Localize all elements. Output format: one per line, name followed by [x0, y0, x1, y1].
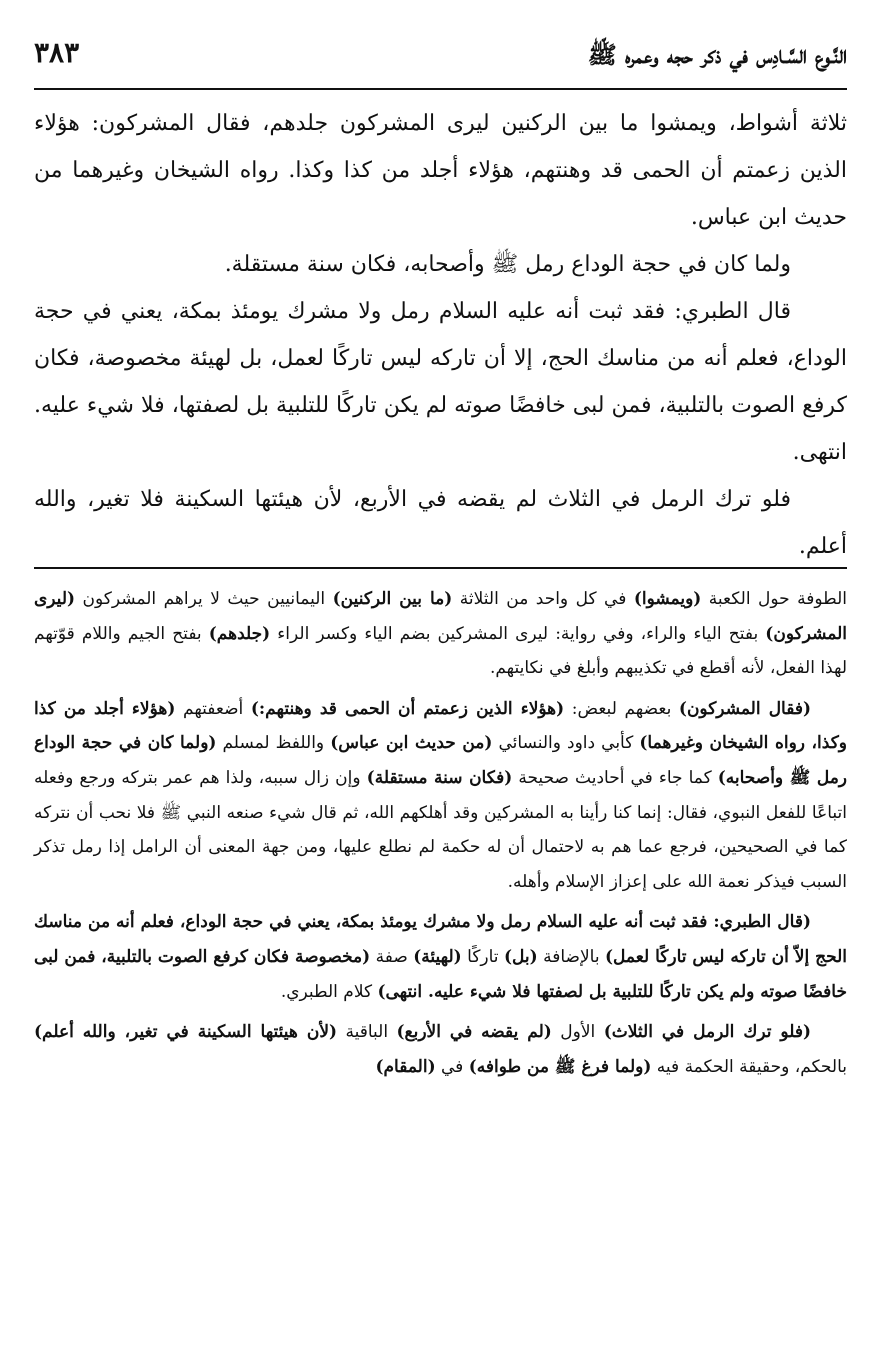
commentary-text: في كل واحد من الثلاثة — [452, 589, 634, 609]
running-title: النَّـوع السَّـادِس في ذكر حجه وعمره ﷺ — [587, 40, 847, 69]
commentary-text: الباقية — [337, 1022, 397, 1043]
quoted-phrase: (فلو ترك الرمل في الثلاث) — [603, 1022, 811, 1043]
commentary-text: في — [435, 1056, 469, 1077]
commentary-paragraph — [34, 905, 847, 1009]
quoted-phrase: (ما بين الركنين) — [332, 589, 453, 609]
main-paragraph: ثلاثة أشواط، ويمشوا ما بين الركنين ليرى المشركون جلدهم، فقال المشركون: هؤلاء الذين زعمتم أن الحمى قد وهنتهم، هؤلاء أجلد من كذا وكذا. رواه الشيخان وغيرهما من حديث ابن عباس. — [34, 111, 847, 230]
commentary-text: وإن زال سببه، ولذا هم عمر بتركه ورجع وفعله اتباعًا للفعل النبوي، فقال: إنما كنا رأينا به المشركين وقد أهلكهم الله، ثم قال شيء صنعه النبي ﷺ فلا نحب أن نتركه كما في الصحيحين، فرجع عما هم به لاحتمال أن له حكمة لم نطلع عليها، ومن جهة المعنى أن الرامل إذا رمل تذكر السبب فيذكر نعمة الله على إعزاز الإسلام وأهله. — [34, 767, 847, 892]
page-number: ٣٨٣ — [34, 36, 80, 69]
commentary-text: الطوفة حول الكعبة — [701, 589, 847, 609]
quoted-phrase: (المقام) — [375, 1056, 436, 1077]
quoted-phrase: (هؤلاء الذين زعمتم أن الحمى قد وهنتهم:) — [250, 698, 565, 719]
quoted-phrase: (ليرى المشركون) — [34, 589, 847, 644]
quoted-phrase: (فكان سنة مستقلة) — [366, 767, 513, 788]
commentary-text: بفتح الياء والراء، وفي رواية: ليرى المشركين بضم الياء وكسر الراء — [270, 623, 766, 644]
quoted-phrase: (ولما كان في حجة الوداع رمل ﷺ وأصحابه) — [34, 733, 848, 788]
commentary-text: اليمانيين حيث لا يراهم المشركون — [75, 589, 333, 609]
quoted-phrase: (لأن هيئتها السكينة في تغير، والله أعلم) — [34, 1022, 338, 1043]
quoted-phrase: (بل) — [503, 946, 538, 967]
page-header — [34, 24, 847, 90]
commentary-text: كأبي داود والنسائي — [492, 733, 640, 754]
commentary-paragraph — [34, 1015, 847, 1084]
quoted-phrase: (من حديث ابن عباس) — [330, 733, 493, 754]
main-text — [34, 100, 847, 570]
commentary-paragraph — [34, 692, 847, 900]
quoted-phrase: (لهيئة) — [413, 946, 462, 967]
commentary-text: الأول — [551, 1022, 604, 1043]
quoted-phrase: (مخصوصة فكان كرفع الصوت بالتلبية، فمن لبى خافضًا صوته ولم يكن تاركًا للتلبية بل لصفتها فلا شيء عليه. انتهى) — [34, 946, 847, 1002]
footnote-divider — [34, 567, 847, 569]
commentary-text: بعضهم لبعض: — [564, 698, 679, 719]
commentary-text: واللفظ لمسلم — [216, 733, 331, 754]
commentary-text: أضعفتهم — [175, 698, 251, 719]
commentary-text: بفتح الجيم واللام قوّتهم لهذا الفعل، لأنه أقطع في تكذيبهم وأبلغ في نكايتهم. — [34, 623, 847, 679]
quoted-phrase: (فقال المشركون) — [678, 698, 812, 719]
quoted-phrase: (لم يقضه في الأربع) — [396, 1022, 552, 1043]
main-paragraph: ولما كان في حجة الوداع رمل ﷺ وأصحابه، فكان سنة مستقلة. — [224, 252, 791, 277]
commentary-text: تاركًا — [461, 946, 504, 967]
quoted-phrase: (ولما فرغ ﷺ من طوافه) — [468, 1056, 652, 1077]
commentary-text: بالإضافة — [537, 946, 606, 967]
quoted-phrase: (ويمشوا) — [633, 589, 702, 609]
quoted-phrase: (قال الطبري: فقد ثبت أنه عليه السلام رمل ولا مشرك يومئذ بمكة، يعني في حجة الوداع، فعلم أنه من مناسك الحج إلاّ أن تاركه ليس تاركًا لعمل) — [34, 912, 847, 967]
commentary-paragraph — [34, 582, 847, 686]
commentary-text: صفة — [370, 946, 414, 967]
commentary-text: بالحكم، وحقيقة الحكمة فيه — [651, 1056, 847, 1077]
main-paragraph: قال الطبري: فقد ثبت أنه عليه السلام رمل ولا مشرك يومئذ بمكة، يعني في حجة الوداع، فعلم أنه من مناسك الحج، إلا أن تاركه ليس تاركًا لعمل، بل لهيئة مخصوصة، فكان كرفع الصوت بالتلبية، فمن لبى خافضًا صوته لم يكن تاركًا للتلبية بل لصفتها، فلا شيء عليه. انتهى. — [34, 299, 847, 465]
quoted-phrase: (جلدهم) — [208, 623, 271, 644]
commentary-text: كلام الطبري. — [280, 981, 378, 1002]
commentary-section — [34, 582, 847, 1090]
commentary-text: كما جاء في أحاديث صحيحة — [512, 767, 718, 788]
main-paragraph: فلو ترك الرمل في الثلاث لم يقضه في الأربع، لأن هيئتها السكينة فلا تغير، والله أعلم. — [34, 487, 847, 559]
quoted-phrase: (هؤلاء أجلد من كذا وكذا، رواه الشيخان وغيرهما) — [34, 698, 847, 754]
